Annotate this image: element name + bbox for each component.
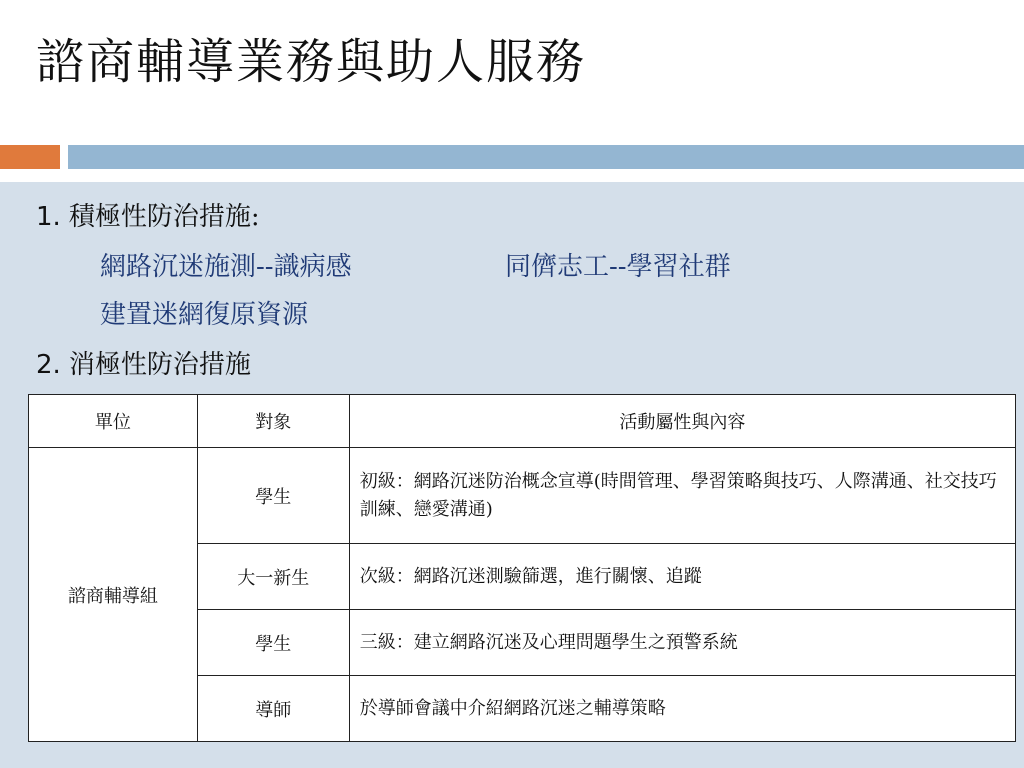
table-header-row [29,395,1016,448]
target-cell: 大一新生 [197,544,349,610]
section2-heading-line [36,352,251,378]
unit-cell: 諮商輔導組 [29,448,198,742]
content-cell: 初級：網路沉迷防治概念宣導(時間管理、學習策略與技巧、人際溝通、社交技巧訓練、戀愛溝通) [349,448,1015,544]
orange-accent-bar [0,145,60,169]
content-cell: 次級：網路沉迷測驗篩選，進行關懷、追蹤 [349,544,1015,610]
blue-accent-bar [68,145,1024,169]
section1-number: 1. [36,202,61,232]
section1-item-1: 網路沉迷施測--識病感 [100,252,352,282]
section1-heading-line [36,204,260,230]
header-target: 對象 [197,395,349,448]
content-cell: 三級：建立網路沉迷及心理問題學生之預警系統 [349,610,1015,676]
section2-number: 2. [36,350,61,380]
section1-item-3: 建置迷網復原資源 [100,300,309,330]
content-cell: 於導師會議中介紹網路沉迷之輔導策略 [349,676,1015,742]
measures-table [28,394,1016,742]
section1-item-2: 同儕志工--學習社群 [505,252,731,282]
slide-title: 諮商輔導業務與助人服務 [36,34,587,90]
target-cell: 學生 [197,448,349,544]
section1-heading: 積極性防治措施: [68,202,260,232]
table-row [29,448,1016,544]
target-cell: 導師 [197,676,349,742]
header-content: 活動屬性與內容 [349,395,1015,448]
section2-heading: 消極性防治措施 [68,350,251,380]
target-cell: 學生 [197,610,349,676]
header-unit: 單位 [29,395,198,448]
